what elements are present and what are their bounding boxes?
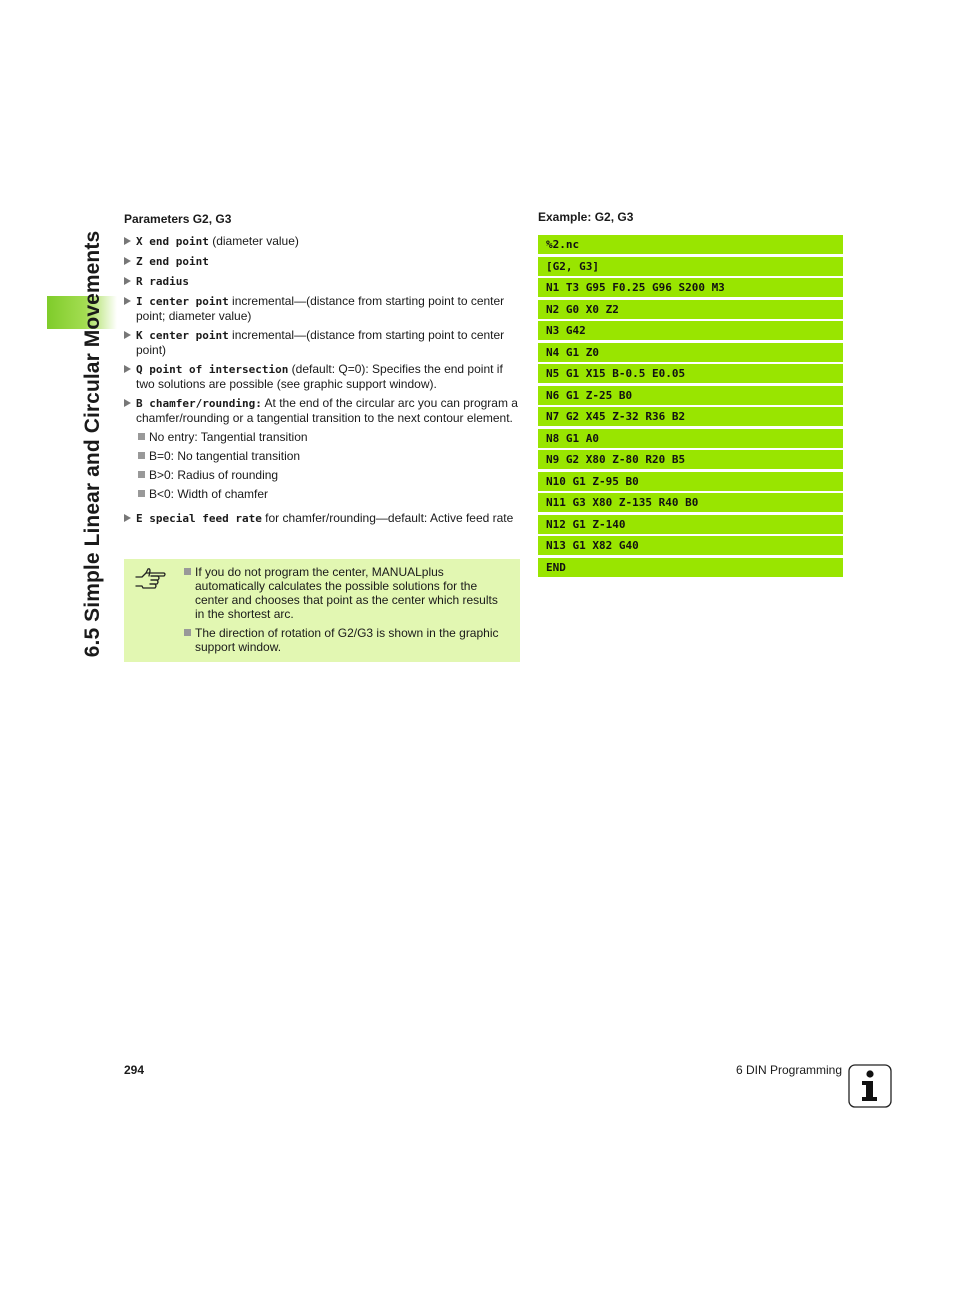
param-desc: (default: Q=0): Specifies the end point if two solutions are possible (see graphic support window). bbox=[136, 362, 503, 391]
param-q bbox=[124, 362, 520, 391]
param-desc: for chamfer/rounding—default: Active feed rate bbox=[261, 511, 514, 525]
bullet-arrow-icon bbox=[124, 257, 131, 265]
code-line: N9 G2 X80 Z-80 R20 B5 bbox=[538, 450, 843, 469]
note-item: The direction of rotation of G2/G3 is shown in the graphic support window. bbox=[184, 626, 508, 654]
param-code: E special feed rate bbox=[136, 512, 262, 525]
param-r bbox=[124, 274, 520, 289]
chapter-title: 6 DIN Programming bbox=[735, 1063, 842, 1077]
code-line: N7 G2 X45 Z-32 R36 B2 bbox=[538, 407, 843, 426]
param-code: I center point bbox=[136, 295, 229, 308]
param-b bbox=[124, 396, 520, 425]
bullet-arrow-icon bbox=[124, 331, 131, 339]
parameters-heading: Parameters G2, G3 bbox=[124, 212, 232, 226]
code-line: N12 G1 Z-140 bbox=[538, 515, 843, 534]
b-option: B>0: Radius of rounding bbox=[137, 468, 520, 482]
param-code: Q point of intersection bbox=[136, 363, 289, 376]
note-list bbox=[184, 565, 508, 659]
code-line: N3 G42 bbox=[538, 321, 843, 340]
param-i bbox=[124, 294, 520, 323]
param-desc: incremental—(distance from starting point to center point) bbox=[136, 328, 505, 357]
code-line: N8 G1 A0 bbox=[538, 429, 843, 448]
param-x bbox=[124, 234, 520, 249]
param-code: B chamfer/rounding: bbox=[136, 397, 262, 410]
b-option: No entry: Tangential transition bbox=[137, 430, 520, 444]
page-number: 294 bbox=[124, 1063, 145, 1077]
param-code: K center point bbox=[136, 329, 229, 342]
code-line: N10 G1 Z-95 B0 bbox=[538, 472, 843, 491]
bullet-arrow-icon bbox=[124, 297, 131, 305]
note-item: If you do not program the center, MANUALplus automatically calculates the possible solutions for the center and chooses that point as the center which results in the shortest arc. bbox=[184, 565, 508, 621]
code-line: N6 G1 Z-25 B0 bbox=[538, 386, 843, 405]
code-line: N1 T3 G95 F0.25 G96 S200 M3 bbox=[538, 278, 843, 297]
pointing-hand-icon bbox=[134, 565, 168, 593]
code-line: END bbox=[538, 558, 843, 577]
code-line: N11 G3 X80 Z-135 R40 B0 bbox=[538, 493, 843, 512]
bullet-arrow-icon bbox=[124, 399, 131, 407]
example-section bbox=[538, 210, 843, 579]
bullet-arrow-icon bbox=[124, 237, 131, 245]
param-desc: At the end of the circular arc you can program a chamfer/rounding or a tangential transition to the next contour element. bbox=[136, 396, 518, 425]
param-code: R radius bbox=[136, 275, 189, 288]
param-z bbox=[124, 254, 520, 269]
code-line: %2.nc bbox=[538, 235, 843, 254]
code-line: N2 G0 X0 Z2 bbox=[538, 300, 843, 319]
bullet-square-icon bbox=[138, 490, 145, 497]
bullet-arrow-icon bbox=[124, 514, 131, 522]
bullet-square-icon bbox=[138, 452, 145, 459]
bullet-square-icon bbox=[184, 568, 191, 575]
param-code: Z end point bbox=[136, 255, 209, 268]
param-k bbox=[124, 328, 520, 357]
bullet-square-icon bbox=[138, 471, 145, 478]
b-option: B<0: Width of chamfer bbox=[137, 487, 520, 501]
bullet-arrow-icon bbox=[124, 365, 131, 373]
b-option: B=0: No tangential transition bbox=[137, 449, 520, 463]
param-e bbox=[124, 511, 520, 526]
info-icon[interactable] bbox=[848, 1064, 892, 1108]
code-line: N5 G1 X15 B-0.5 E0.05 bbox=[538, 364, 843, 383]
bullet-square-icon bbox=[138, 433, 145, 440]
bullet-arrow-icon bbox=[124, 277, 131, 285]
param-desc: (diameter value) bbox=[208, 234, 299, 248]
code-line: N13 G1 X82 G40 bbox=[538, 536, 843, 555]
note-box bbox=[124, 559, 520, 662]
param-code: X end point bbox=[136, 235, 209, 248]
param-desc: incremental—(distance from starting point to center point; diameter value) bbox=[136, 294, 505, 323]
code-line: [G2, G3] bbox=[538, 257, 843, 276]
section-title-vertical: 6.5 Simple Linear and Circular Movements bbox=[81, 230, 105, 658]
example-heading: Example: G2, G3 bbox=[538, 210, 634, 224]
code-line: N4 G1 Z0 bbox=[538, 343, 843, 362]
parameters-section bbox=[124, 212, 520, 531]
bullet-square-icon bbox=[184, 629, 191, 636]
